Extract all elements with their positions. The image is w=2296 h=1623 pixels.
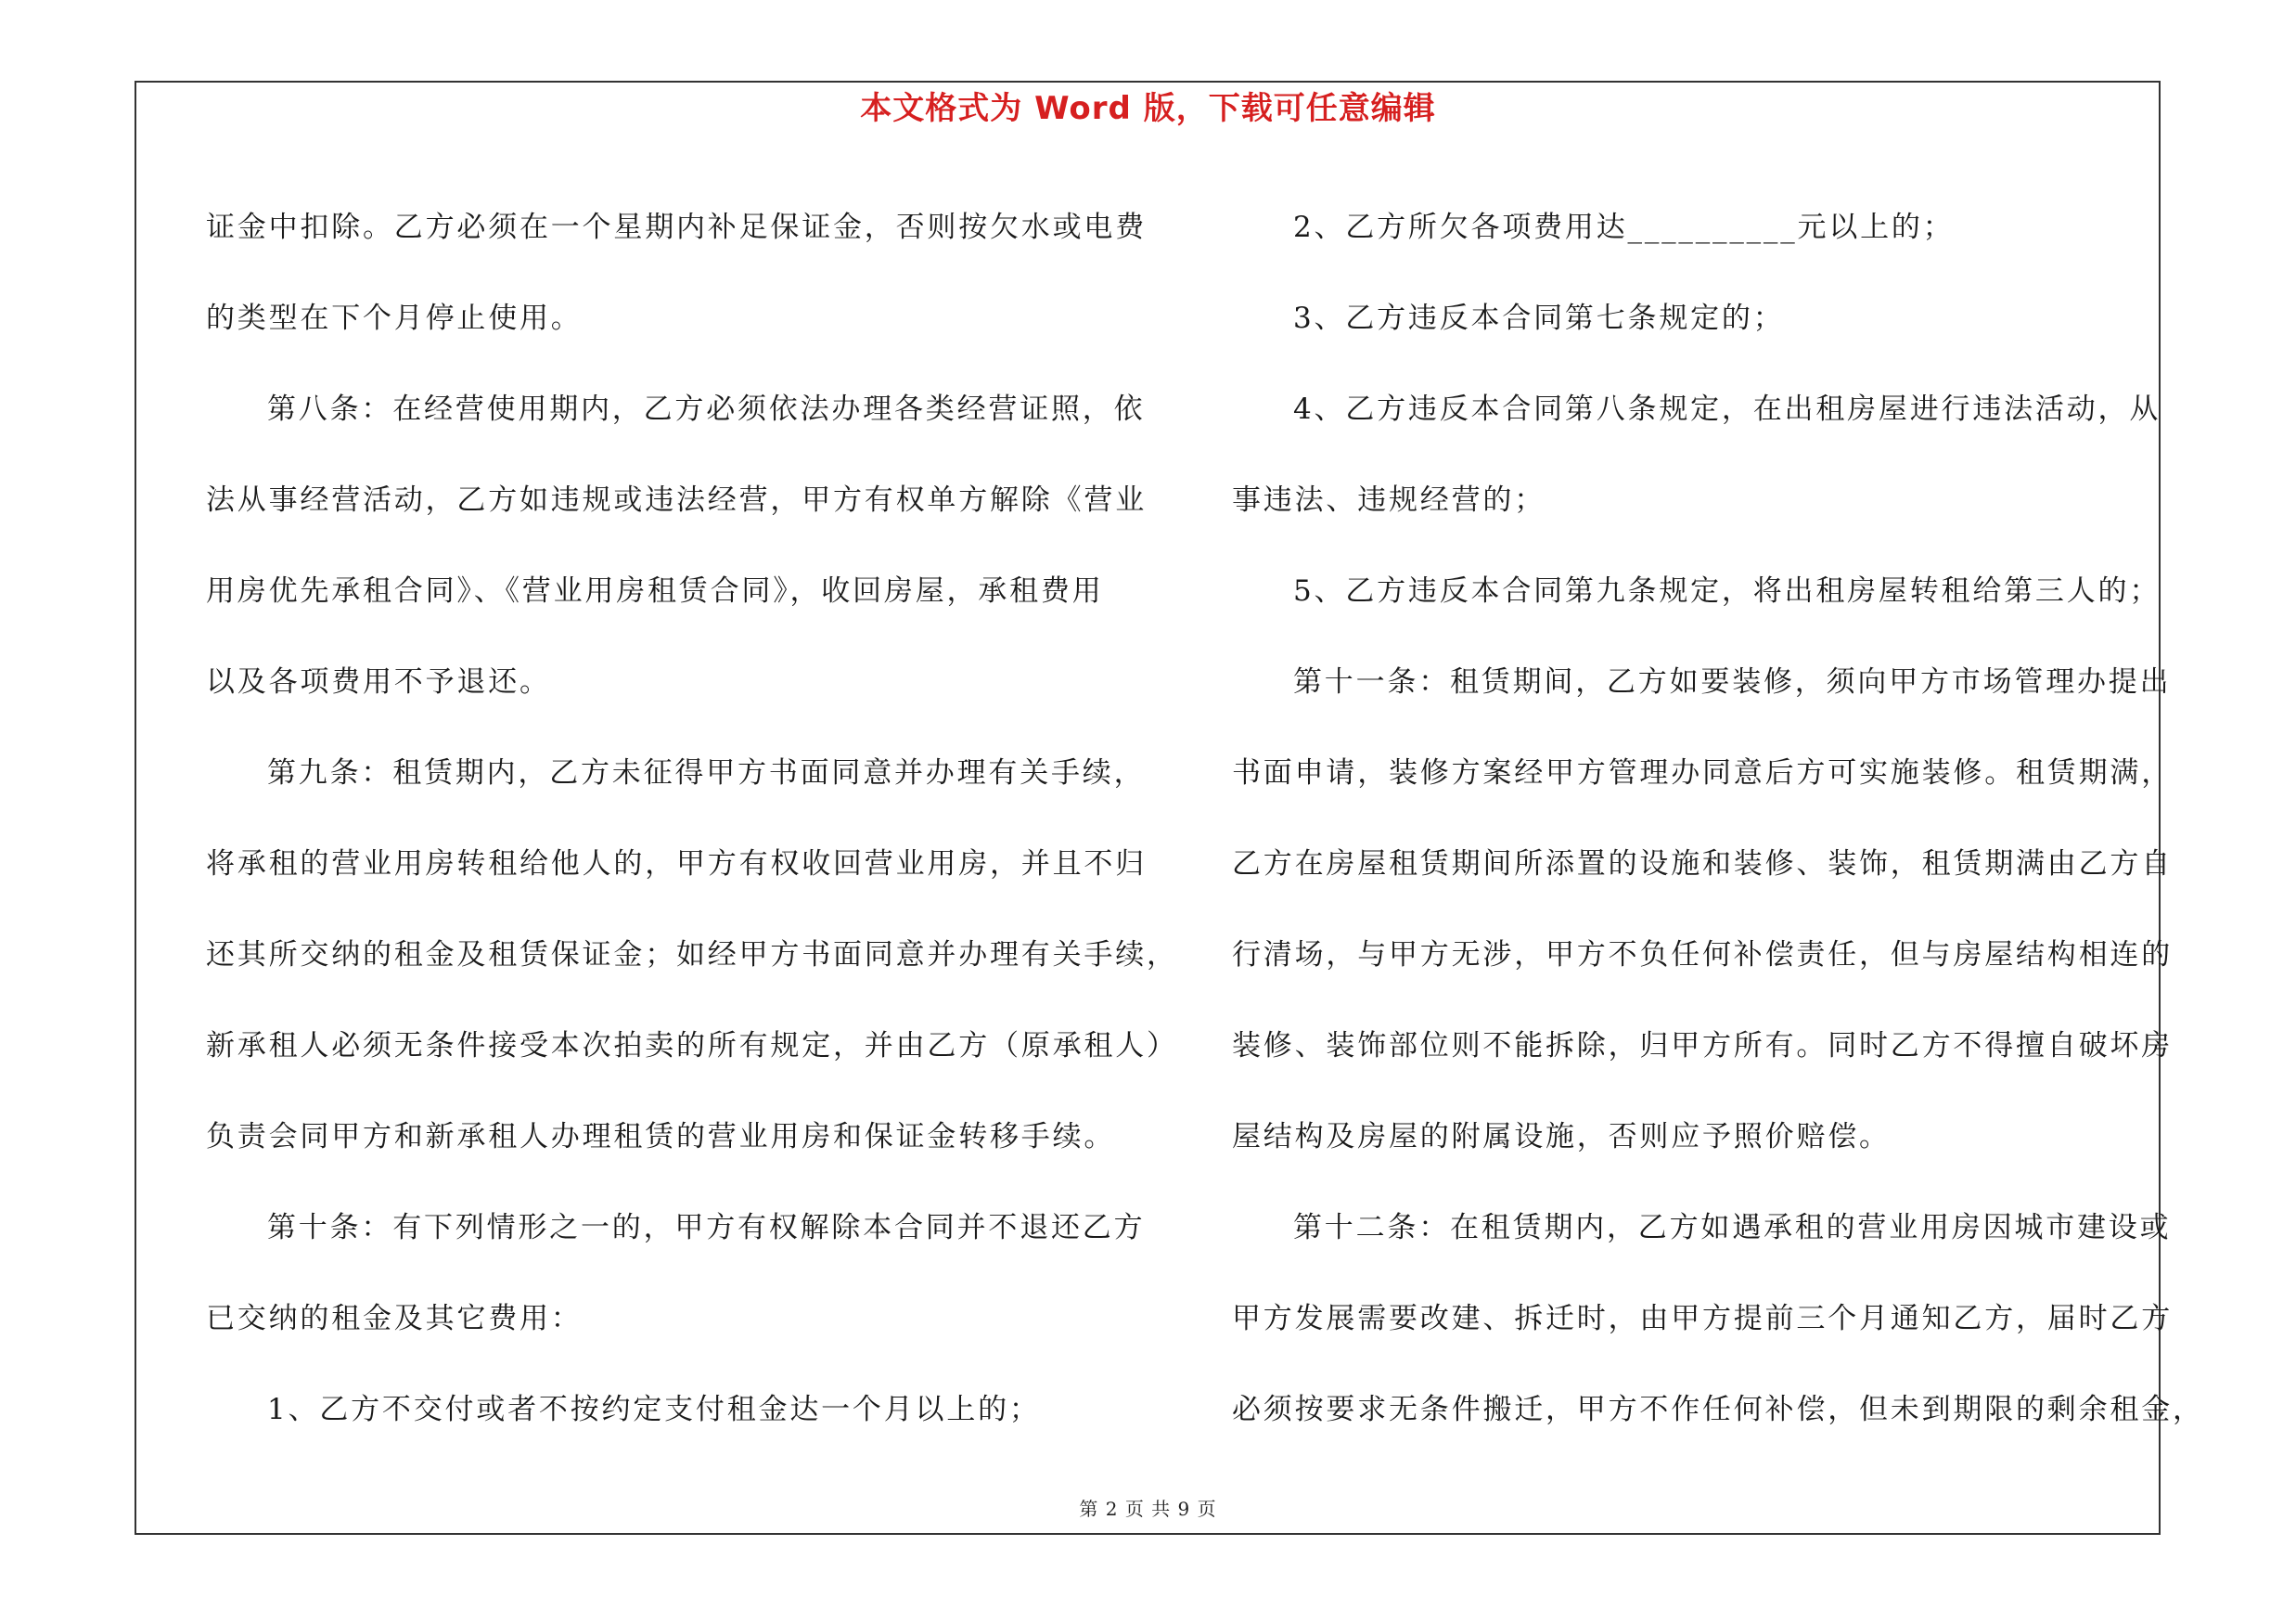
text-line: 事违法、违规经营的；: [1232, 483, 1546, 517]
list-item-5: 5、乙方违反本合同第九条规定，将出租房屋转租给第三人的；: [1293, 574, 2161, 608]
text-line: 乙方在房屋租赁期间所添置的设施和装修、装饰，租赁期满由乙方自: [1232, 847, 2173, 881]
list-item-4: 4、乙方违反本合同第八条规定，在出租房屋进行违法活动，从: [1293, 393, 2161, 426]
page-number: 第 2 页 共 9 页: [1079, 1498, 1217, 1520]
text-line: 行清场，与甲方无涉，甲方不负任何补偿责任，但与房屋结构相连的: [1232, 938, 2173, 972]
article-8-line: 第八条：在经营使用期内，乙方必须依法办理各类经营证照，依: [267, 393, 1146, 426]
article-10-line: 第十条：有下列情形之一的，甲方有权解除本合同并不退还乙方: [267, 1211, 1146, 1244]
text-line: 已交纳的租金及其它费用：: [206, 1302, 583, 1335]
text-line: 还其所交纳的租金及租赁保证金；如经甲方书面同意并办理有关手续，: [206, 938, 1178, 972]
text-line: 将承租的营业用房转租给他人的，甲方有权收回营业用房，并且不归: [206, 847, 1147, 881]
article-11-line: 第十一条：租赁期间，乙方如要装修，须向甲方市场管理办提出: [1293, 665, 2172, 699]
text-line: 装修、装饰部位则不能拆除，归甲方所有。同时乙方不得擅自破坏房: [1232, 1029, 2173, 1063]
text-line: 法从事经营活动，乙方如违规或违法经营，甲方有权单方解除《营业: [206, 483, 1147, 517]
text-line: 以及各项费用不予退还。: [206, 665, 551, 699]
list-item-1: 1、乙方不交付或者不按约定支付租金达一个月以上的；: [267, 1393, 1041, 1426]
text-line: 屋结构及房屋的附属设施，否则应予照价赔偿。: [1232, 1120, 1891, 1153]
text-line: 的类型在下个月停止使用。: [206, 302, 583, 335]
text-line: 甲方发展需要改建、拆迁时，由甲方提前三个月通知乙方，届时乙方: [1232, 1302, 2173, 1335]
text-line: 负责会同甲方和新承租人办理租赁的营业用房和保证金转移手续。: [206, 1120, 1116, 1153]
word-format-banner: 本文格式为 Word 版，下载可任意编辑: [860, 90, 1436, 127]
text-line: 书面申请，装修方案经甲方管理办同意后方可实施装修。租赁期满，: [1232, 756, 2173, 790]
left-text-column: [206, 182, 1178, 1455]
article-9-line: 第九条：租赁期内，乙方未征得甲方书面同意并办理有关手续，: [267, 756, 1146, 790]
text-line: 用房优先承租合同》、《营业用房租赁合同》，收回房屋，承租费用: [206, 574, 1104, 608]
text-line: 新承租人必须无条件接受本次拍卖的所有规定，并由乙方（原承租人）: [206, 1029, 1178, 1063]
text-line: 证金中扣除。乙方必须在一个星期内补足保证金，否则按欠水或电费: [206, 211, 1147, 244]
right-text-column: [1232, 182, 2204, 1455]
article-12-line: 第十二条：在租赁期内，乙方如遇承租的营业用房因城市建设或: [1293, 1211, 2172, 1244]
text-line: 必须按要求无条件搬迁，甲方不作任何补偿，但未到期限的剩余租金，: [1232, 1393, 2204, 1426]
list-item-2: 2、乙方所欠各项费用达__________元以上的；: [1293, 211, 1955, 244]
list-item-3: 3、乙方违反本合同第七条规定的；: [1293, 302, 1785, 335]
